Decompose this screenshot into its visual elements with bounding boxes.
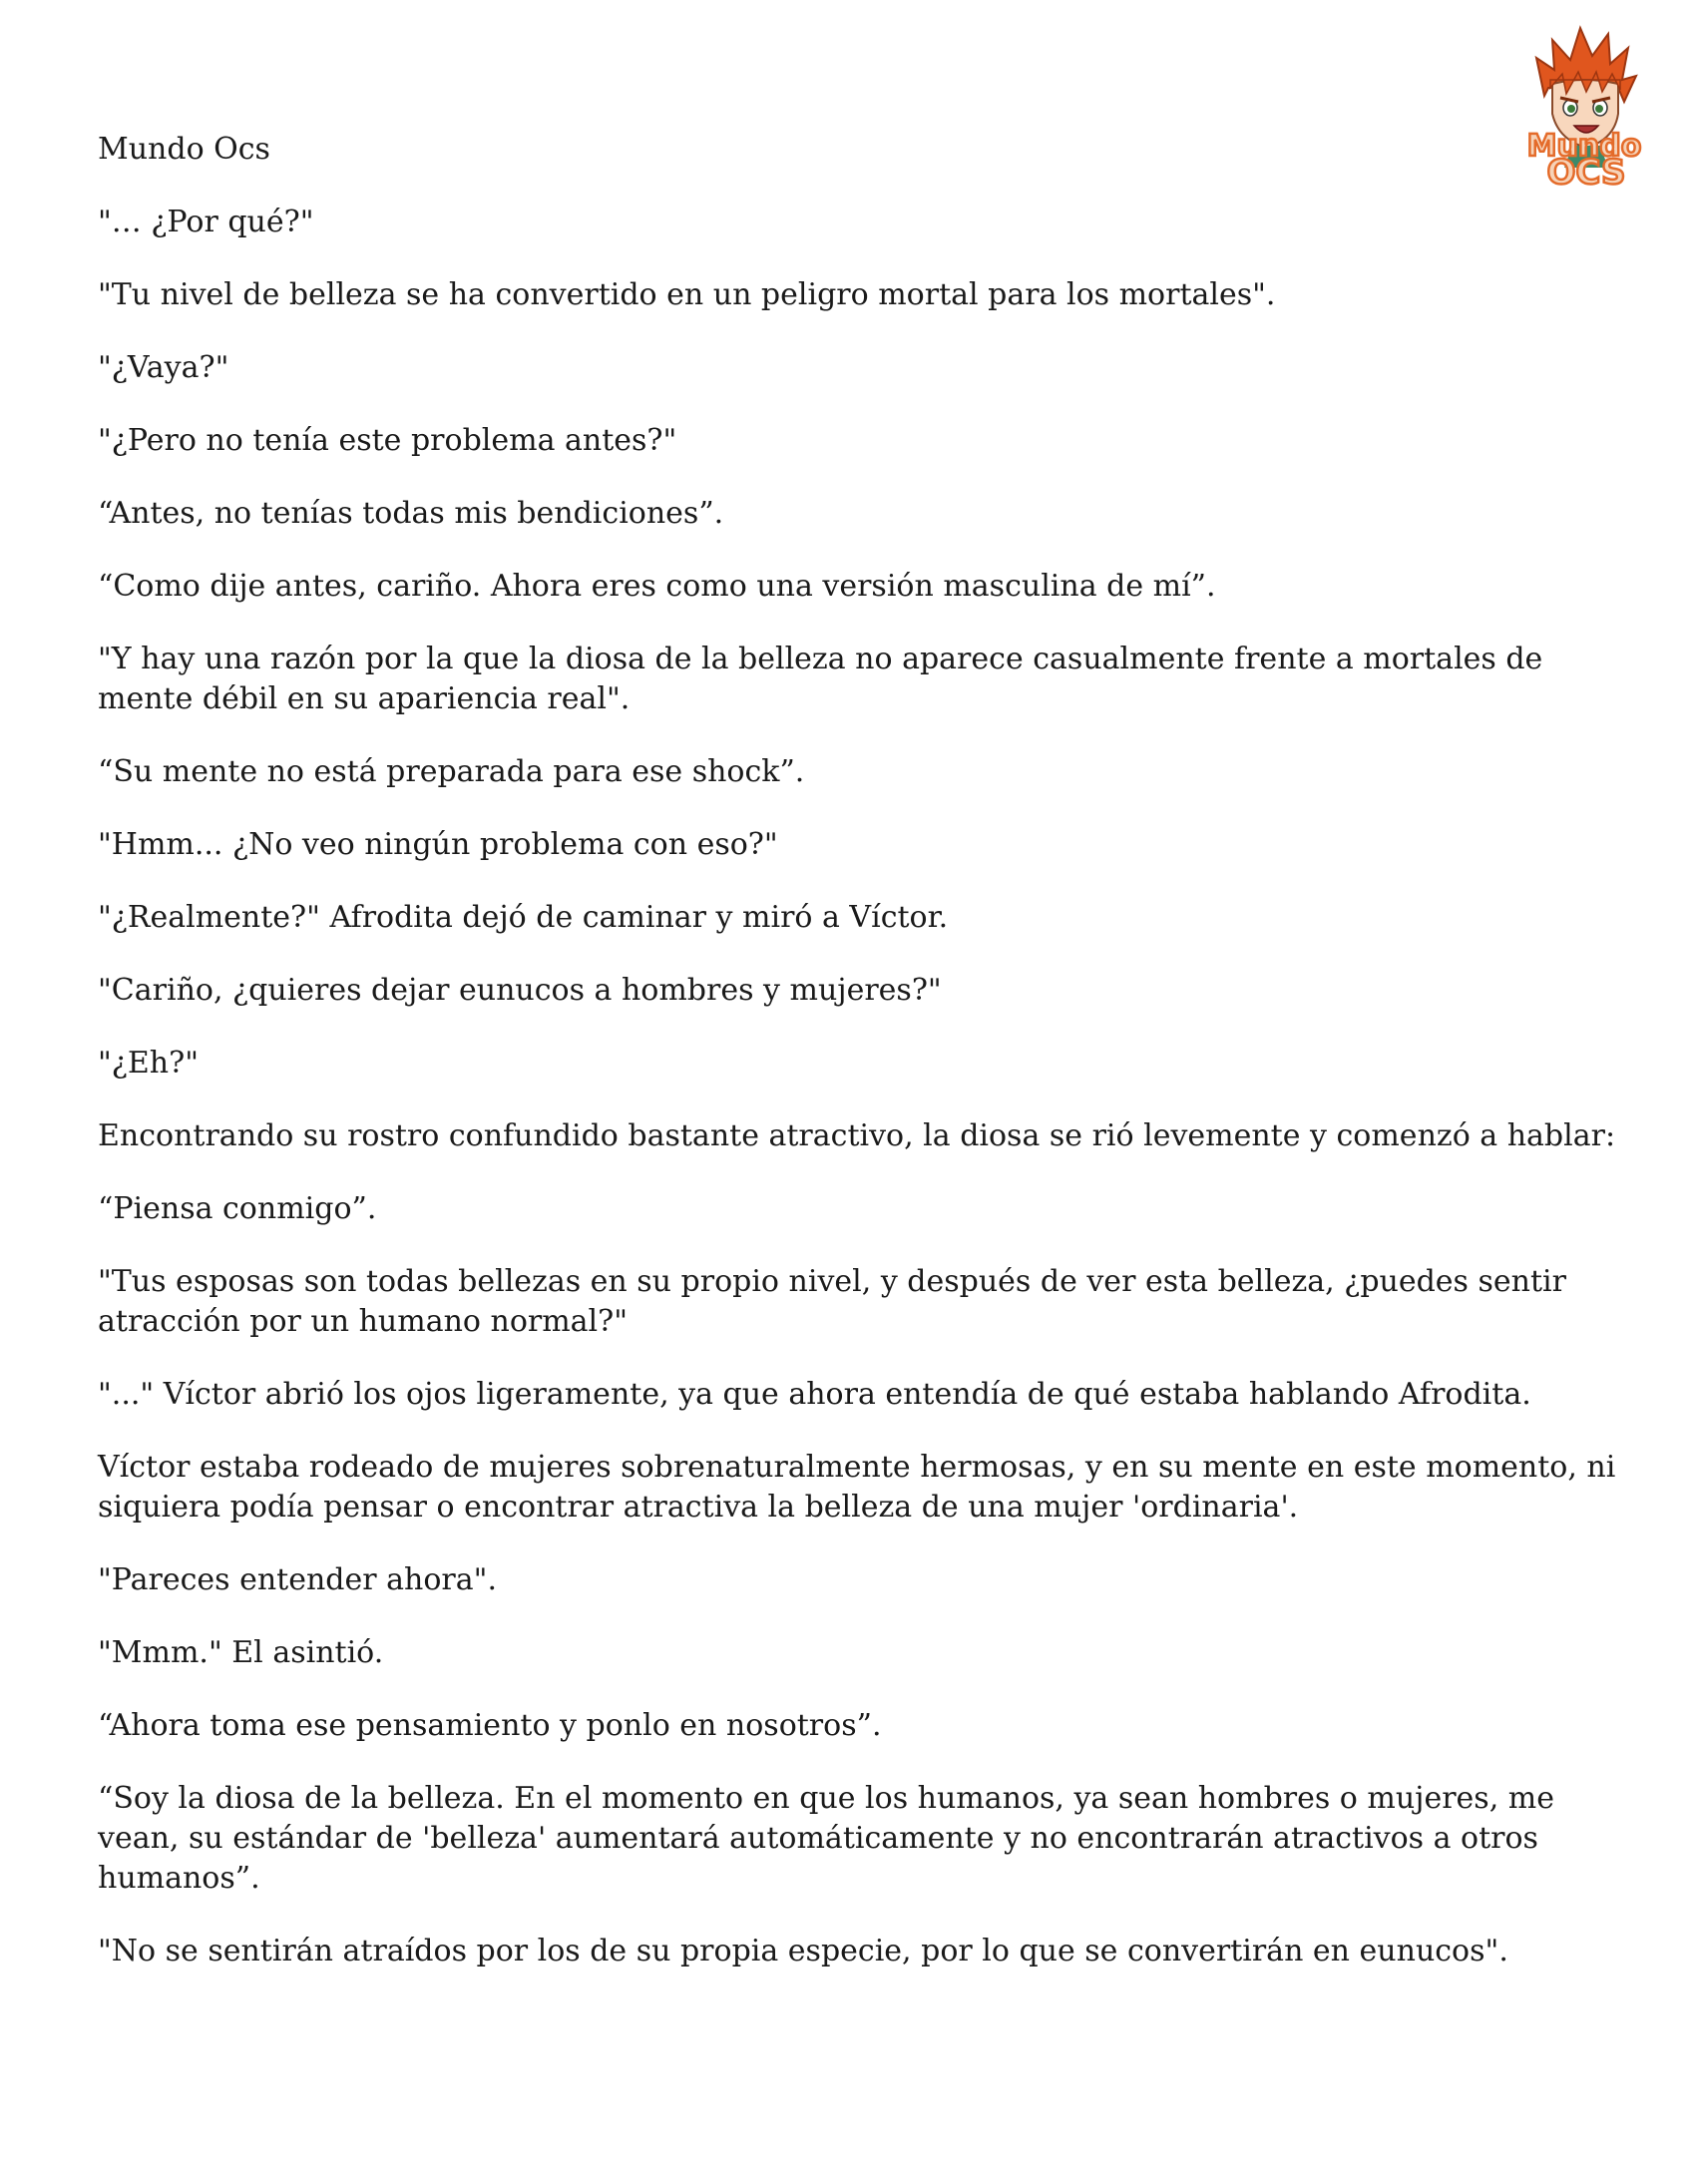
document-body xyxy=(98,130,1639,2004)
paragraph: “Su mente no está preparada para ese shock”. xyxy=(98,754,805,789)
paragraph: "Tus esposas son todas bellezas en su propio nivel, y después de ver esta belleza, ¿puedes sentir atracción por un humano normal?" xyxy=(98,1264,1566,1339)
paragraph: "¿Eh?" xyxy=(98,1046,199,1081)
document-title: Mundo Ocs xyxy=(98,132,270,167)
paragraph: "Hmm... ¿No veo ningún problema con eso?" xyxy=(98,827,778,862)
paragraph: “Como dije antes, cariño. Ahora eres como una versión masculina de mí”. xyxy=(98,569,1216,604)
paragraph: "Mmm." El asintió. xyxy=(98,1635,384,1670)
paragraph: "..." Víctor abrió los ojos ligeramente, ya que ahora entendía de qué estaba hablando Afrodita. xyxy=(98,1377,1531,1412)
paragraph: Encontrando su rostro confundido bastante atractivo, la diosa se rió levemente y comenzó a hablar: xyxy=(98,1118,1616,1153)
logo-text-line2: OCS xyxy=(1546,153,1626,193)
paragraph: "¿Pero no tenía este problema antes?" xyxy=(98,423,677,458)
paragraph: "¿Vaya?" xyxy=(98,350,229,385)
paragraph: “Piensa conmigo”. xyxy=(98,1191,377,1226)
paragraph: “Ahora toma ese pensamiento y ponlo en nosotros”. xyxy=(98,1708,882,1743)
paragraph: “Antes, no tenías todas mis bendiciones”. xyxy=(98,496,724,531)
paragraph: “Soy la diosa de la belleza. En el momento en que los humanos, ya sean hombres o mujeres, me vean, su estándar de 'belleza' aumentará automáticamente y no encontrarán atractivos a otros humanos”. xyxy=(98,1781,1554,1896)
paragraph: "… ¿Por qué?" xyxy=(98,205,314,239)
paragraph: "Y hay una razón por la que la diosa de la belleza no aparece casualmente frente a mortales de mente débil en su apariencia real". xyxy=(98,642,1543,716)
paragraph: "Pareces entender ahora". xyxy=(98,1562,497,1597)
paragraph: "No se sentirán atraídos por los de su propia especie, por lo que se convertirán en eunucos". xyxy=(98,1934,1508,1968)
paragraph: "Tu nivel de belleza se ha convertido en un peligro mortal para los mortales". xyxy=(98,277,1276,312)
paragraph: Víctor estaba rodeado de mujeres sobrenaturalmente hermosas, y en su mente en este momento, ni siquiera podía pensar o encontrar atractiva la belleza de una mujer 'ordinaria'. xyxy=(98,1450,1616,1525)
paragraph: "¿Realmente?" Afrodita dejó de caminar y miró a Víctor. xyxy=(98,900,949,935)
logo-text-line1: Mundo xyxy=(1526,129,1642,164)
paragraph: "Cariño, ¿quieres dejar eunucos a hombres y mujeres?" xyxy=(98,973,942,1008)
